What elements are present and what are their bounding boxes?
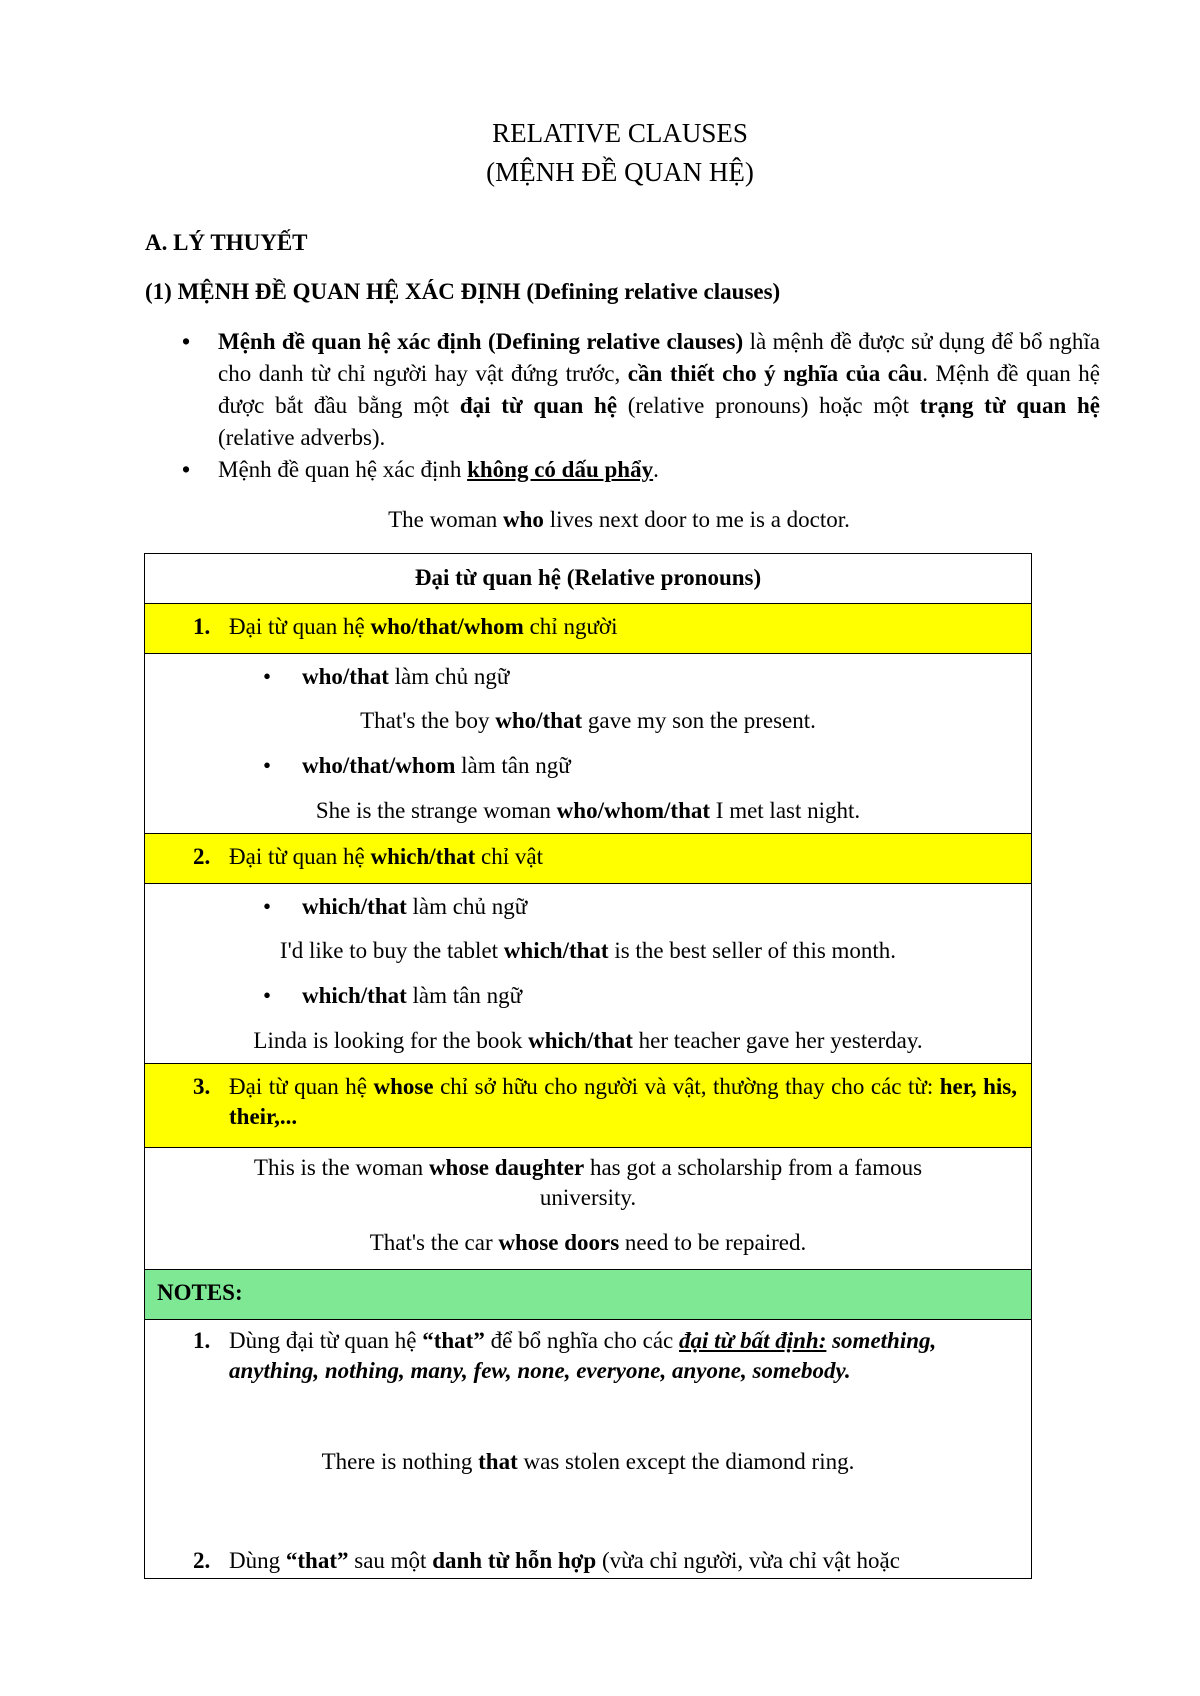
example-sentence: There is nothing that was stolen except the diamond ring. bbox=[321, 1449, 855, 1474]
section-heading-a: A. LÝ THUYẾT bbox=[145, 230, 308, 255]
bullet-dot-icon: • bbox=[263, 753, 272, 778]
bullet-text: Mệnh đề quan hệ xác định bbox=[218, 457, 468, 482]
example-sentence: Linda is looking for the book which/that her teacher gave her yesterday. bbox=[253, 1028, 923, 1053]
bullet-dot-icon: • bbox=[263, 983, 272, 1008]
example-sentence: The woman who lives next door to me is a doctor. bbox=[388, 507, 850, 532]
bullet-dot-icon: • bbox=[263, 664, 272, 689]
bullet-emphasis: không có dấu phẩy bbox=[467, 457, 654, 482]
bullet-emphasis: cần thiết cho ý nghĩa của câu bbox=[627, 361, 923, 386]
group-2-body bbox=[145, 884, 1031, 1064]
bullet-text: (relative adverbs). bbox=[218, 425, 386, 450]
bullet-text: (relative pronouns) hoặc một bbox=[617, 393, 920, 418]
bullet-emphasis: trạng từ quan hệ bbox=[919, 393, 1100, 418]
section-heading-1: (1) MỆNH ĐỀ QUAN HỆ XÁC ĐỊNH (Defining relative clauses) bbox=[145, 279, 781, 304]
usage-label: who/that/whom làm tân ngữ bbox=[302, 753, 571, 778]
example-sentence: That's the car whose doors need to be repaired. bbox=[369, 1230, 807, 1255]
group-3-body bbox=[145, 1148, 1031, 1270]
example-sentence: I'd like to buy the tablet which/that is the best seller of this month. bbox=[279, 938, 897, 963]
usage-label: who/that làm chủ ngữ bbox=[302, 664, 510, 689]
bullet-text: . bbox=[653, 457, 659, 482]
page-subtitle: (MỆNH ĐỀ QUAN HỆ) bbox=[486, 157, 754, 187]
note-number: 1. bbox=[193, 1328, 211, 1353]
group-1-body bbox=[145, 654, 1031, 834]
bullet-text: là mệnh đề được sử dụng để bổ nghĩa cho danh từ chỉ người hay vật đứng trước, bbox=[218, 329, 1101, 386]
notes-heading bbox=[145, 1270, 1031, 1320]
example-sentence: This is the woman whose daughter has got a scholarship from a famous university. bbox=[253, 1155, 923, 1210]
bullet-term: Mệnh đề quan hệ xác định (Defining relative clauses) bbox=[218, 329, 744, 354]
group-2-text: Đại từ quan hệ which/that chỉ vật bbox=[229, 844, 543, 869]
group-number: 2. bbox=[193, 844, 211, 869]
example-sentence: She is the strange woman who/whom/that I met last night. bbox=[315, 798, 861, 823]
relative-pronouns-table bbox=[144, 553, 1032, 1579]
bullet-dot-icon: • bbox=[263, 894, 272, 919]
group-2-heading bbox=[145, 834, 1031, 884]
bullet-no-comma bbox=[182, 454, 1100, 486]
note-2-text: Dùng “that” sau một danh từ hỗn hợp (vừa chỉ người, vừa chỉ vật hoặc bbox=[229, 1548, 900, 1573]
usage-label: which/that làm chủ ngữ bbox=[302, 894, 528, 919]
group-3-text: Đại từ quan hệ whose chỉ sở hữu cho người và vật, thường thay cho các từ: her, his, their,... bbox=[229, 1074, 1017, 1129]
table-header-label: Đại từ quan hệ (Relative pronouns) bbox=[414, 565, 762, 590]
group-3-heading bbox=[145, 1064, 1031, 1148]
page-title: RELATIVE CLAUSES bbox=[492, 118, 748, 148]
bullet-dot-icon: • bbox=[182, 329, 191, 354]
group-number: 3. bbox=[193, 1074, 211, 1099]
bullet-emphasis: đại từ quan hệ bbox=[459, 393, 618, 418]
example-sentence: That's the boy who/that gave my son the present. bbox=[360, 708, 816, 733]
group-number: 1. bbox=[193, 614, 211, 639]
group-1-heading bbox=[145, 604, 1031, 654]
bullet-text: . Mệnh đề quan hệ được bắt đầu bằng một bbox=[218, 361, 1100, 418]
notes-label: NOTES: bbox=[157, 1280, 243, 1305]
group-1-text: Đại từ quan hệ who/that/whom chỉ người bbox=[229, 614, 618, 639]
usage-label: which/that làm tân ngữ bbox=[302, 983, 523, 1008]
bullet-dot-icon: • bbox=[182, 457, 191, 482]
bullet-definition bbox=[182, 326, 1101, 454]
note-number: 2. bbox=[193, 1548, 211, 1573]
note-1-text: Dùng đại từ quan hệ “that” để bổ nghĩa cho các đại từ bất định: something, anything, nothing, many, few, none, everyone, anyone, somebody. bbox=[229, 1328, 937, 1383]
notes-body bbox=[145, 1320, 1031, 1578]
table-header bbox=[145, 554, 1031, 604]
